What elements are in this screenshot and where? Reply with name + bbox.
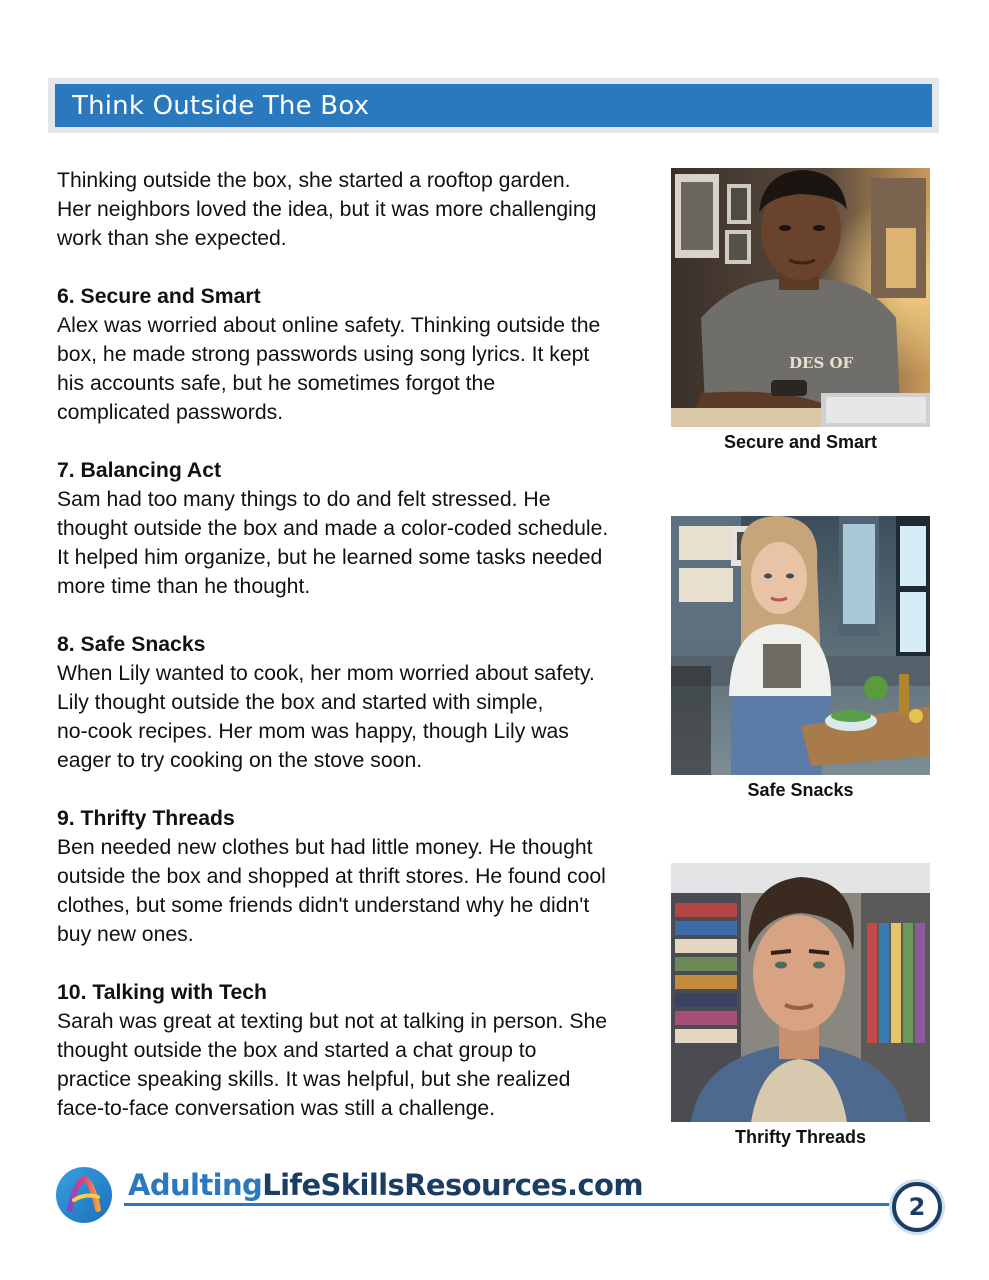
story-line: clothes, but some friends didn't understand why he didn't [57,894,590,917]
photo-secure-and-smart [671,168,930,427]
story-line: box, he made strong passwords using song lyrics. It kept [57,343,590,366]
story-line: Lily thought outside the box and started with simple, [57,691,544,714]
footer-divider [124,1203,899,1206]
photo-caption: Thrifty Threads [734,1127,867,1147]
story-talking-with-tech [57,978,657,1123]
story-line: eager to try cooking on the stove soon. [57,749,423,772]
story-line: more time than he thought. [57,575,311,598]
brand-logo-icon [56,1167,112,1223]
intro-paragraph [57,166,657,253]
footer-site-part2: LifeSkillsResources.com [262,1168,643,1202]
story-line: thought outside the box and made a color-coded schedule. [57,517,609,540]
page-number-badge: 2 [892,1182,942,1232]
section-title: Think Outside The Box [72,90,370,121]
story-safe-snacks [57,630,657,775]
section-header [48,78,939,133]
footer-site-part1: Adulting [128,1168,263,1202]
photo-thrifty-threads [671,863,930,1122]
story-heading: 10. Talking with Tech [57,981,267,1004]
story-line: When Lily wanted to cook, her mom worried about safety. [57,662,595,685]
story-line: practice speaking skills. It was helpful, but she realized [57,1068,571,1091]
story-line: complicated passwords. [57,401,284,424]
shirt-text: DES OF [789,354,854,372]
photo-safe-snacks [671,516,930,775]
intro-line: work than she expected. [57,227,287,250]
story-line: Sarah was great at texting but not at talking in person. She [57,1010,608,1033]
story-list [57,166,657,1152]
intro-line: Her neighbors loved the idea, but it was more challenging [57,198,597,221]
story-line: Sam had too many things to do and felt stressed. He [57,488,551,511]
story-heading: 9. Thrifty Threads [57,807,235,830]
story-line: Alex was worried about online safety. Thinking outside the [57,314,601,337]
story-balancing-act [57,456,657,601]
story-heading: 8. Safe Snacks [57,633,206,656]
story-heading: 7. Balancing Act [57,459,222,482]
story-heading: 6. Secure and Smart [57,285,261,308]
photo-caption: Safe Snacks [747,780,854,800]
story-thrifty-threads [57,804,657,949]
story-line: no-cook recipes. Her mom was happy, though Lily was [57,720,569,743]
story-line: buy new ones. [57,923,194,946]
story-line: outside the box and shopped at thrift stores. He found cool [57,865,606,888]
story-line: It helped him organize, but he learned some tasks needed [57,546,603,569]
story-line: thought outside the box and started a chat group to [57,1039,537,1062]
intro-line: Thinking outside the box, she started a rooftop garden. [57,169,571,192]
story-line: Ben needed new clothes but had little money. He thought [57,836,593,859]
photo-caption: Secure and Smart [723,432,878,452]
section-header-bar [55,84,932,127]
story-line: face-to-face conversation was still a challenge. [57,1097,496,1120]
footer-website[interactable] [128,1168,643,1202]
story-secure-and-smart [57,282,657,427]
story-line: his accounts safe, but he sometimes forgot the [57,372,496,395]
